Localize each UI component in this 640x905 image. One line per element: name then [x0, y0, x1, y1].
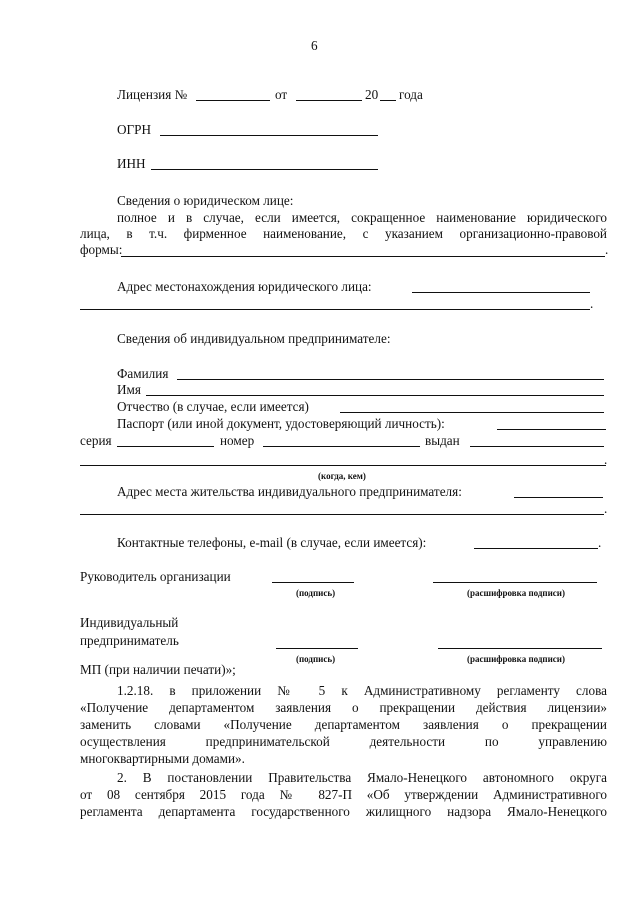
license-label: Лицензия № — [117, 87, 188, 102]
residence-end: . — [604, 501, 608, 516]
number-label: номер — [220, 433, 255, 448]
ogrn-field[interactable] — [160, 135, 378, 136]
head-decoding-caption: (расшифровка подписи) — [467, 588, 565, 598]
issued-field-2[interactable] — [80, 465, 606, 466]
issued-label: выдан — [425, 433, 460, 448]
ip-signature-field[interactable] — [276, 648, 358, 649]
page-number: 6 — [311, 38, 318, 53]
license-year-prefix: 20 — [365, 87, 379, 102]
para-1218-line2: «Получение департаментом заявления о прекращении действия лицензии» — [80, 700, 607, 715]
legal-entity-end: . — [605, 242, 609, 257]
contacts-end: . — [598, 535, 602, 550]
legal-entity-name-field[interactable] — [121, 256, 605, 257]
address-end: . — [590, 296, 594, 311]
name-field[interactable] — [146, 395, 604, 396]
issued-end: . — [604, 452, 608, 467]
address-field-2[interactable] — [80, 309, 590, 310]
passport-label: Паспорт (или иной документ, удостоверяющий личность): — [117, 416, 445, 431]
para-2-line3: регламента департамента государственного жилищного надзора Ямало-Ненецкого — [80, 804, 607, 819]
para-1218-line5: многоквартирными домами». — [80, 751, 245, 766]
head-signature-caption: (подпись) — [296, 588, 336, 598]
ogrn-label: ОГРН — [117, 122, 152, 137]
issued-field-1[interactable] — [470, 446, 604, 447]
head-decoding-field[interactable] — [433, 582, 597, 583]
patronymic-label: Отчество (в случае, если имеется) — [117, 399, 309, 414]
series-label: серия — [80, 433, 112, 448]
legal-entity-line2: лица, в т.ч. фирменное наименование, с указанием организационно-правовой — [80, 226, 607, 241]
legal-entity-heading: Сведения о юридическом лице: — [117, 193, 294, 208]
address-label: Адрес местонахождения юридического лица: — [117, 279, 372, 294]
ip-label-1: Индивидуальный — [80, 615, 179, 630]
para-1218-line1: 1.2.18. в приложении № 5 к Административному регламенту слова — [117, 683, 607, 698]
head-label: Руководитель организации — [80, 569, 231, 584]
residence-field-1[interactable] — [514, 497, 603, 498]
passport-field[interactable] — [497, 429, 606, 430]
when-who-caption: (когда, кем) — [318, 471, 366, 481]
name-label: Имя — [117, 382, 141, 397]
para-2-line1: 2. В постановлении Правительства Ямало-Ненецкого автономного округа — [117, 770, 607, 785]
license-year-field[interactable] — [380, 100, 396, 101]
ip-signature-caption: (подпись) — [296, 654, 336, 664]
contacts-field[interactable] — [474, 548, 598, 549]
series-field[interactable] — [117, 446, 214, 447]
legal-entity-line3: формы: — [80, 242, 123, 257]
number-field[interactable] — [263, 446, 420, 447]
license-date-field[interactable] — [296, 100, 362, 101]
legal-entity-line1: полное и в случае, если имеется, сокращенное наименование юридического — [117, 210, 607, 225]
ip-label-2: предприниматель — [80, 633, 179, 648]
mp-line: МП (при наличии печати)»; — [80, 662, 236, 677]
license-from-label: от — [275, 87, 288, 102]
patronymic-field[interactable] — [340, 412, 604, 413]
ip-decoding-field[interactable] — [438, 648, 602, 649]
surname-field[interactable] — [177, 379, 604, 380]
para-1218-line4: осуществления предпринимательской деятельности по управлению — [80, 734, 607, 749]
residence-field-2[interactable] — [80, 514, 604, 515]
contacts-label: Контактные телефоны, e-mail (в случае, если имеется): — [117, 535, 427, 550]
inn-field[interactable] — [151, 169, 378, 170]
para-1218-line3: заменить словами «Получение департаментом заявления о прекращении — [80, 717, 607, 732]
surname-label: Фамилия — [117, 366, 169, 381]
para-2-line2: от 08 сентября 2015 года № 827-П «Об утверждении Административного — [80, 787, 607, 802]
ip-decoding-caption: (расшифровка подписи) — [467, 654, 565, 664]
license-number-field[interactable] — [196, 100, 270, 101]
head-signature-field[interactable] — [272, 582, 354, 583]
address-field-1[interactable] — [412, 292, 590, 293]
license-year-suffix: года — [399, 87, 423, 102]
entrepreneur-heading: Сведения об индивидуальном предпринимателе: — [117, 331, 391, 346]
inn-label: ИНН — [117, 156, 146, 171]
residence-label: Адрес места жительства индивидуального предпринимателя: — [117, 484, 462, 499]
